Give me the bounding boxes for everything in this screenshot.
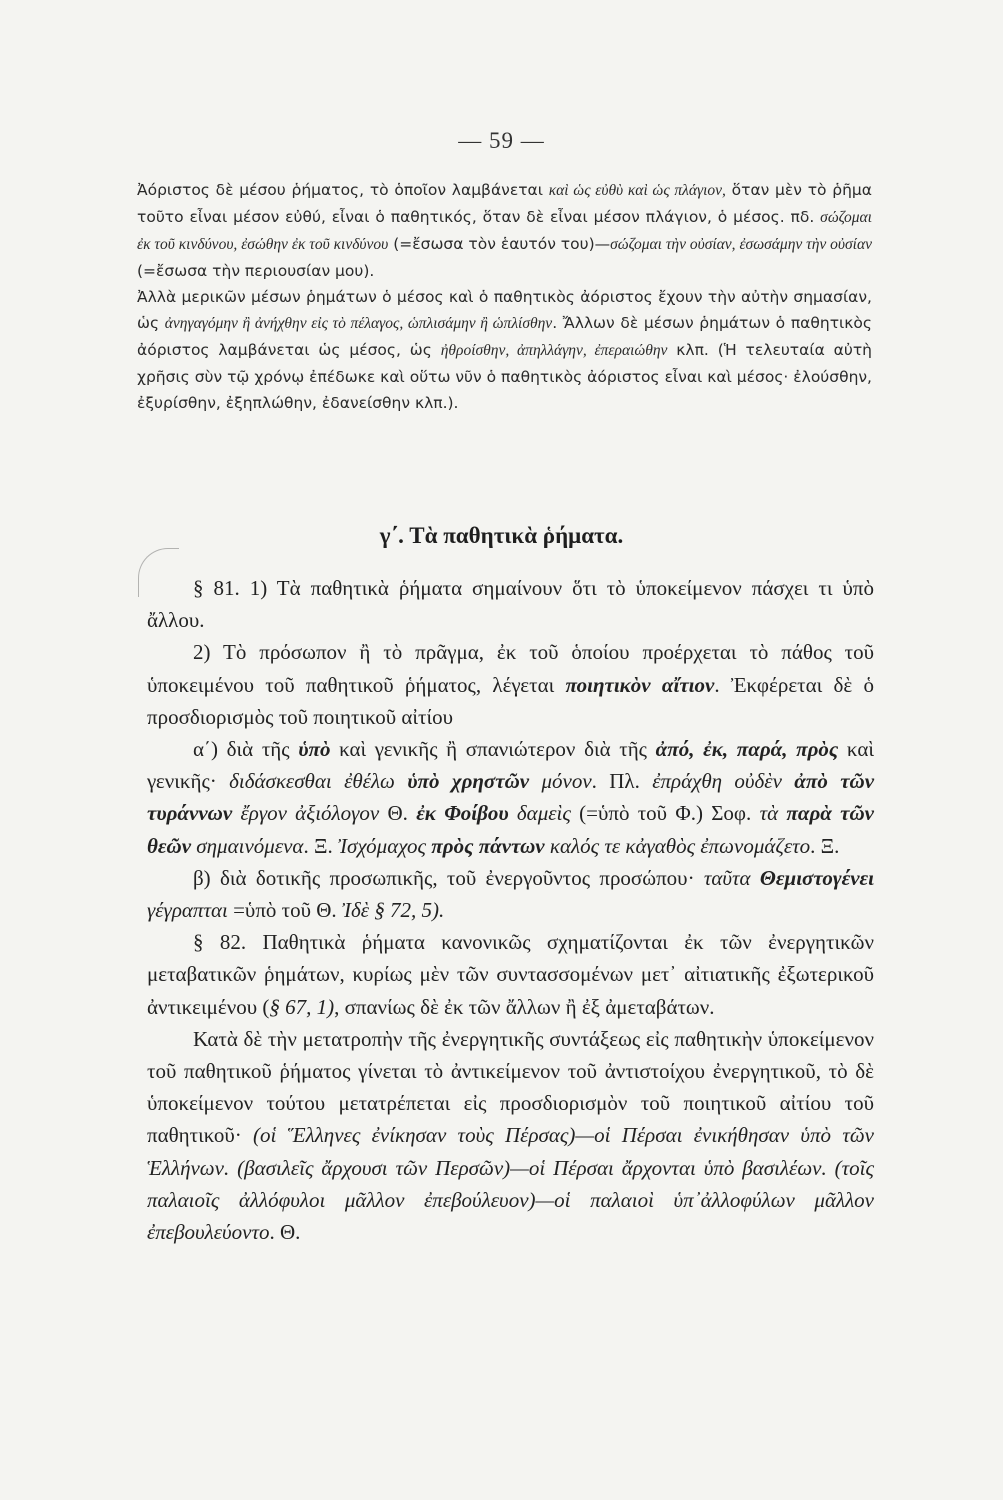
section-82-conversion: Κατὰ δὲ τὴν μετατροπὴν τῆς ἐνεργητικῆς συντάξεως εἰς παθητικὴν ὑποκείμενον τοῦ παθητικοῦ ῥήματος γίνεται τὸ ἀντικείμενον τοῦ ἀντιστοίχου ἐνεργητικοῦ, τὸ δὲ ὑποκείμενον τούτου μετατρέπεται εἰς προσδιορισμὸν τοῦ ποιητικοῦ αἰτίου τοῦ παθητικοῦ· (οἱ Ἕλληνες ἐνίκησαν τοὺς Πέρσας)—οἱ Πέρσαι ἐνικήθησαν ὑπὸ τῶν Ἑλλήνων. (βασιλεῖς ἄρχουσι τῶν Περσῶν)—οἱ Πέρσαι ἄρχονται ὑπὸ βασιλέων. (τοῖς παλαιοῖς ἀλλόφυλοι μᾶλλον ἐπεβούλευον)—οἱ παλαιοὶ ὑπ᾽ἀλλοφύλων μᾶλλον ἐπεβουλεύοντο. Θ.: [147, 1026, 875, 1245]
small-print-block: [137, 177, 872, 416]
section-82: § 82. Παθητικὰ ῥήματα κανονικῶς σχηματίζονται ἐκ τῶν ἐνεργητικῶν μεταβατικῶν ῥημάτων, κυρίως μὲν τῶν συντασσομένων μετ᾽ αἰτιατικῆς ἐξωτερικοῦ ἀντικειμένου (§ 67, 1), σπανίως δὲ ἐκ τῶν ἄλλων ἢ ἐξ ἀμεταβάτων.: [147, 930, 874, 1019]
page-number: — 59 —: [458, 128, 545, 153]
paragraph-aorist-middle: Ἀόριστος δὲ μέσου ῥήματος, τὸ ὁποῖον λαμβάνεται καὶ ὡς εὐθὺ καὶ ὡς πλάγιον, ὅταν μὲν τὸ ῥῆμα τοῦτο εἶναι μέσον εὐθύ, εἶναι ὁ παθητικός, ὅταν δὲ εἶναι μέσον πλάγιον, ὁ μέσος. πδ. σώζομαι ἐκ τοῦ κινδύνου, ἐσώθην ἐκ τοῦ κινδύνου (=ἔσωσα τὸν ἑαυτόν του)—σώζομαι τὴν οὐσίαν, ἐσωσάμην τὴν οὐσίαν (=ἔσωσα τὴν περιουσίαν μου).: [137, 181, 873, 280]
section-81-b: β) διὰ δοτικῆς προσωπικῆς, τοῦ ἐνεργοῦντος προσώπου· ταῦτα Θεμιστογένει γέγραπται =ὑπὸ τοῦ Θ. Ἰδὲ § 72, 5).: [147, 865, 874, 923]
section-81-2: 2) Τὸ πρόσωπον ἢ τὸ πρᾶγμα, ἐκ τοῦ ὁποίου προέρχεται τὸ πάθος τοῦ ὑποκειμένου τοῦ παθητικοῦ ῥήματος, λέγεται ποιητικὸν αἴτιον. Ἐκφέρεται δὲ ὁ προσδιορισμὸς τοῦ ποιητικοῦ αἰτίου: [147, 640, 874, 729]
section-81-1: § 81. 1) Τὰ παθητικὰ ῥήματα σημαίνουν ὅτι τὸ ὑποκείμενον πάσχει τι ὑπὸ ἄλλου.: [147, 576, 874, 633]
section-81-a: α΄) διὰ τῆς ὑπὸ καὶ γενικῆς ἢ σπανιώτερον διὰ τῆς ἀπό, ἐκ, παρά, πρὸς καὶ γενικῆς· διδάσκεσθαι ἐθέλω ὑπὸ χρηστῶν μόνον. Πλ. ἐπράχθη οὐδὲν ἀπὸ τῶν τυράννων ἔργον ἀξιόλογον Θ. ἐκ Φοίβου δαμεὶς (=ὑπὸ τοῦ Φ.) Σοφ. τὰ παρὰ τῶν θεῶν σημαινόμενα. Ξ. Ἰσχόμαχος πρὸς πάντων καλός τε κἀγαθὸς ἐπωνομάζετο. Ξ.: [147, 737, 875, 858]
section-heading: γ΄. Τὰ παθητικὰ ῥήματα.: [379, 523, 624, 548]
paragraph-aorist-passive: Ἀλλὰ μερικῶν μέσων ῥημάτων ὁ μέσος καὶ ὁ παθητικὸς ἀόριστος ἔχουν τὴν αὐτὴν σημασίαν, ὡς ἀνηγαγόμην ἢ ἀνήχθην εἰς τὸ πέλαγος, ὡπλισάμην ἢ ὡπλίσθην. Ἄλλων δὲ μέσων ῥημάτων ὁ παθητικὸς ἀόριστος λαμβάνεται ὡς μέσος, ὡς ἠθροίσθην, ἀπηλλάγην, ἐπεραιώθην κλπ. (Ἡ τελευταία αὐτὴ χρῆσις σὺν τῷ χρόνῳ ἐπέδωκε καὶ οὕτω νῦν ὁ παθητικὸς ἀόριστος εἶναι καὶ μέσος· ἐλούσθην, ἐξυρίσθην, ἐξηπλώθην, ἐδανείσθην κλπ.).: [137, 288, 872, 412]
main-text-block: [147, 572, 874, 1248]
